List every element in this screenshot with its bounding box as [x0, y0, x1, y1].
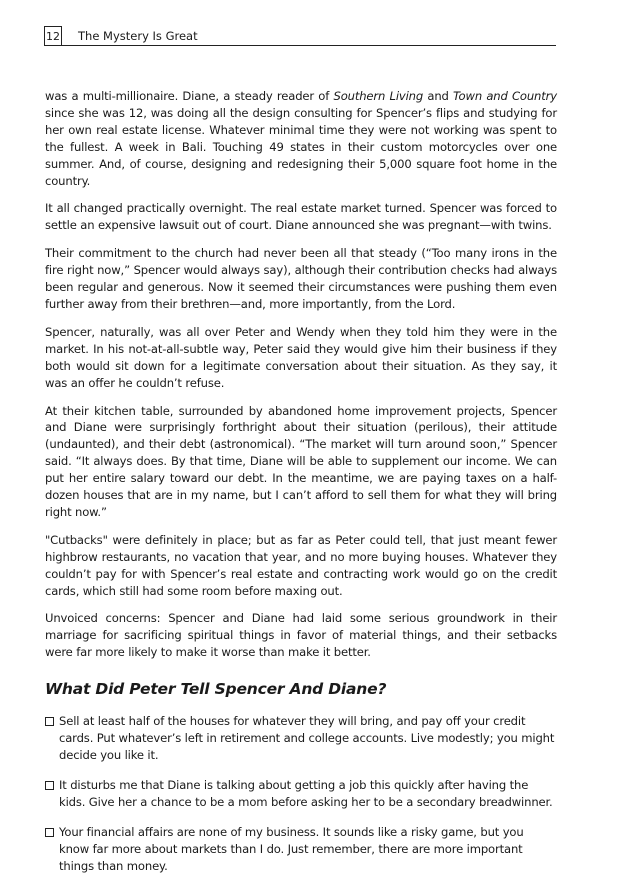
paragraph-7: Unvoiced concerns: Spencer and Diane had laid some serious groundwork in their marriage for sacrificing spiritual things in favor of material things, and their setbacks were far more likely to make it worse than make it better. [45, 611, 557, 660]
option-3 [45, 824, 557, 875]
page-header [44, 26, 556, 46]
checkbox-icon[interactable] [45, 717, 54, 726]
paragraph-5: At their kitchen table, surrounded by abandoned home improvement projects, Spencer and Diane were surprisingly forthright about their situation (perilous), their attitude (undaunted), and their debt (astronomical). “The market will turn around soon,” Spencer said. “It always does. By that time, Diane will be able to supplement our income. We can put her entire salary toward our debt. In the meantime, we are paying taxes on a half-dozen houses that are in my name, but I can’t afford to sell them for what they will bring right now.” [45, 403, 557, 519]
option-2-text: It disturbs me that Diane is talking about getting a job this quickly after having the kids. Give her a chance to be a mom before asking her to be a secondary breadwinner. [59, 777, 553, 809]
option-2 [45, 777, 557, 811]
magazine-title-southern-living: Southern Living [333, 89, 424, 103]
paragraph-6: "Cutbacks" were definitely in place; but as far as Peter could tell, that just meant fewer highbrow restaurants, no vacation that year, and no more buying houses. Whatever they couldn’t pay for with Spencer’s real estate and contracting work would go on the credit cards, which still had some room before maxing out. [45, 532, 557, 598]
running-title: The Mystery Is Great [78, 29, 198, 43]
paragraph-1-text-a: was a multi-millionaire. Diane, a steady reader of [45, 89, 334, 103]
magazine-title-town-and-country: Town and Country [453, 89, 557, 103]
paragraph-1-text-b: and [423, 89, 454, 103]
paragraph-3: Their commitment to the church had never been all that steady (“Too many irons in the fire right now,” Spencer would always say), although their contribution checks had always been regular and generous. Now it seemed their circumstances were pushing them even further away from their brethren—and, more importantly, from the Lord. [45, 246, 557, 311]
paragraph-4: Spencer, naturally, was all over Peter and Wendy when they told him they were in the market. In his not-at-all-subtle way, Peter said they would give him their business if they both would sit down for a legitimate conversation about their situation. As they say, it was an offer he couldn’t refuse. [45, 324, 557, 390]
paragraph-2: It all changed practically overnight. The real estate market turned. Spencer was forced to settle an expensive lawsuit out of court. Diane announced she was pregnant—with twins. [45, 201, 557, 233]
option-3-text: Your financial affairs are none of my business. It sounds like a risky game, but you know far more about markets than I do. Just remember, there are more important things than money. [59, 824, 524, 873]
section-heading: What Did Peter Tell Spencer And Diane? [45, 680, 387, 699]
option-1 [45, 713, 557, 764]
option-1-text: Sell at least half of the houses for whatever they will bring, and pay off your credit cards. Put whatever’s left in retirement and college accounts. Live modestly; you might decide you like it. [59, 714, 555, 762]
paragraph-1 [45, 88, 557, 189]
page-body [45, 88, 557, 887]
checkbox-icon[interactable] [45, 781, 54, 790]
checkbox-icon[interactable] [45, 828, 54, 837]
page-number: 12 [44, 26, 62, 45]
paragraph-1-text-c: since she was 12, was doing all the design consulting for Spencer’s flips and studying for her own real estate license. Whatever minimal time they were not working was spent to the fullest. A week in Bali. Touching 49 states in their custom motorcycles over one summer. And, of course, designing and redesigning their 5,000 square foot home in the country. [45, 105, 557, 188]
